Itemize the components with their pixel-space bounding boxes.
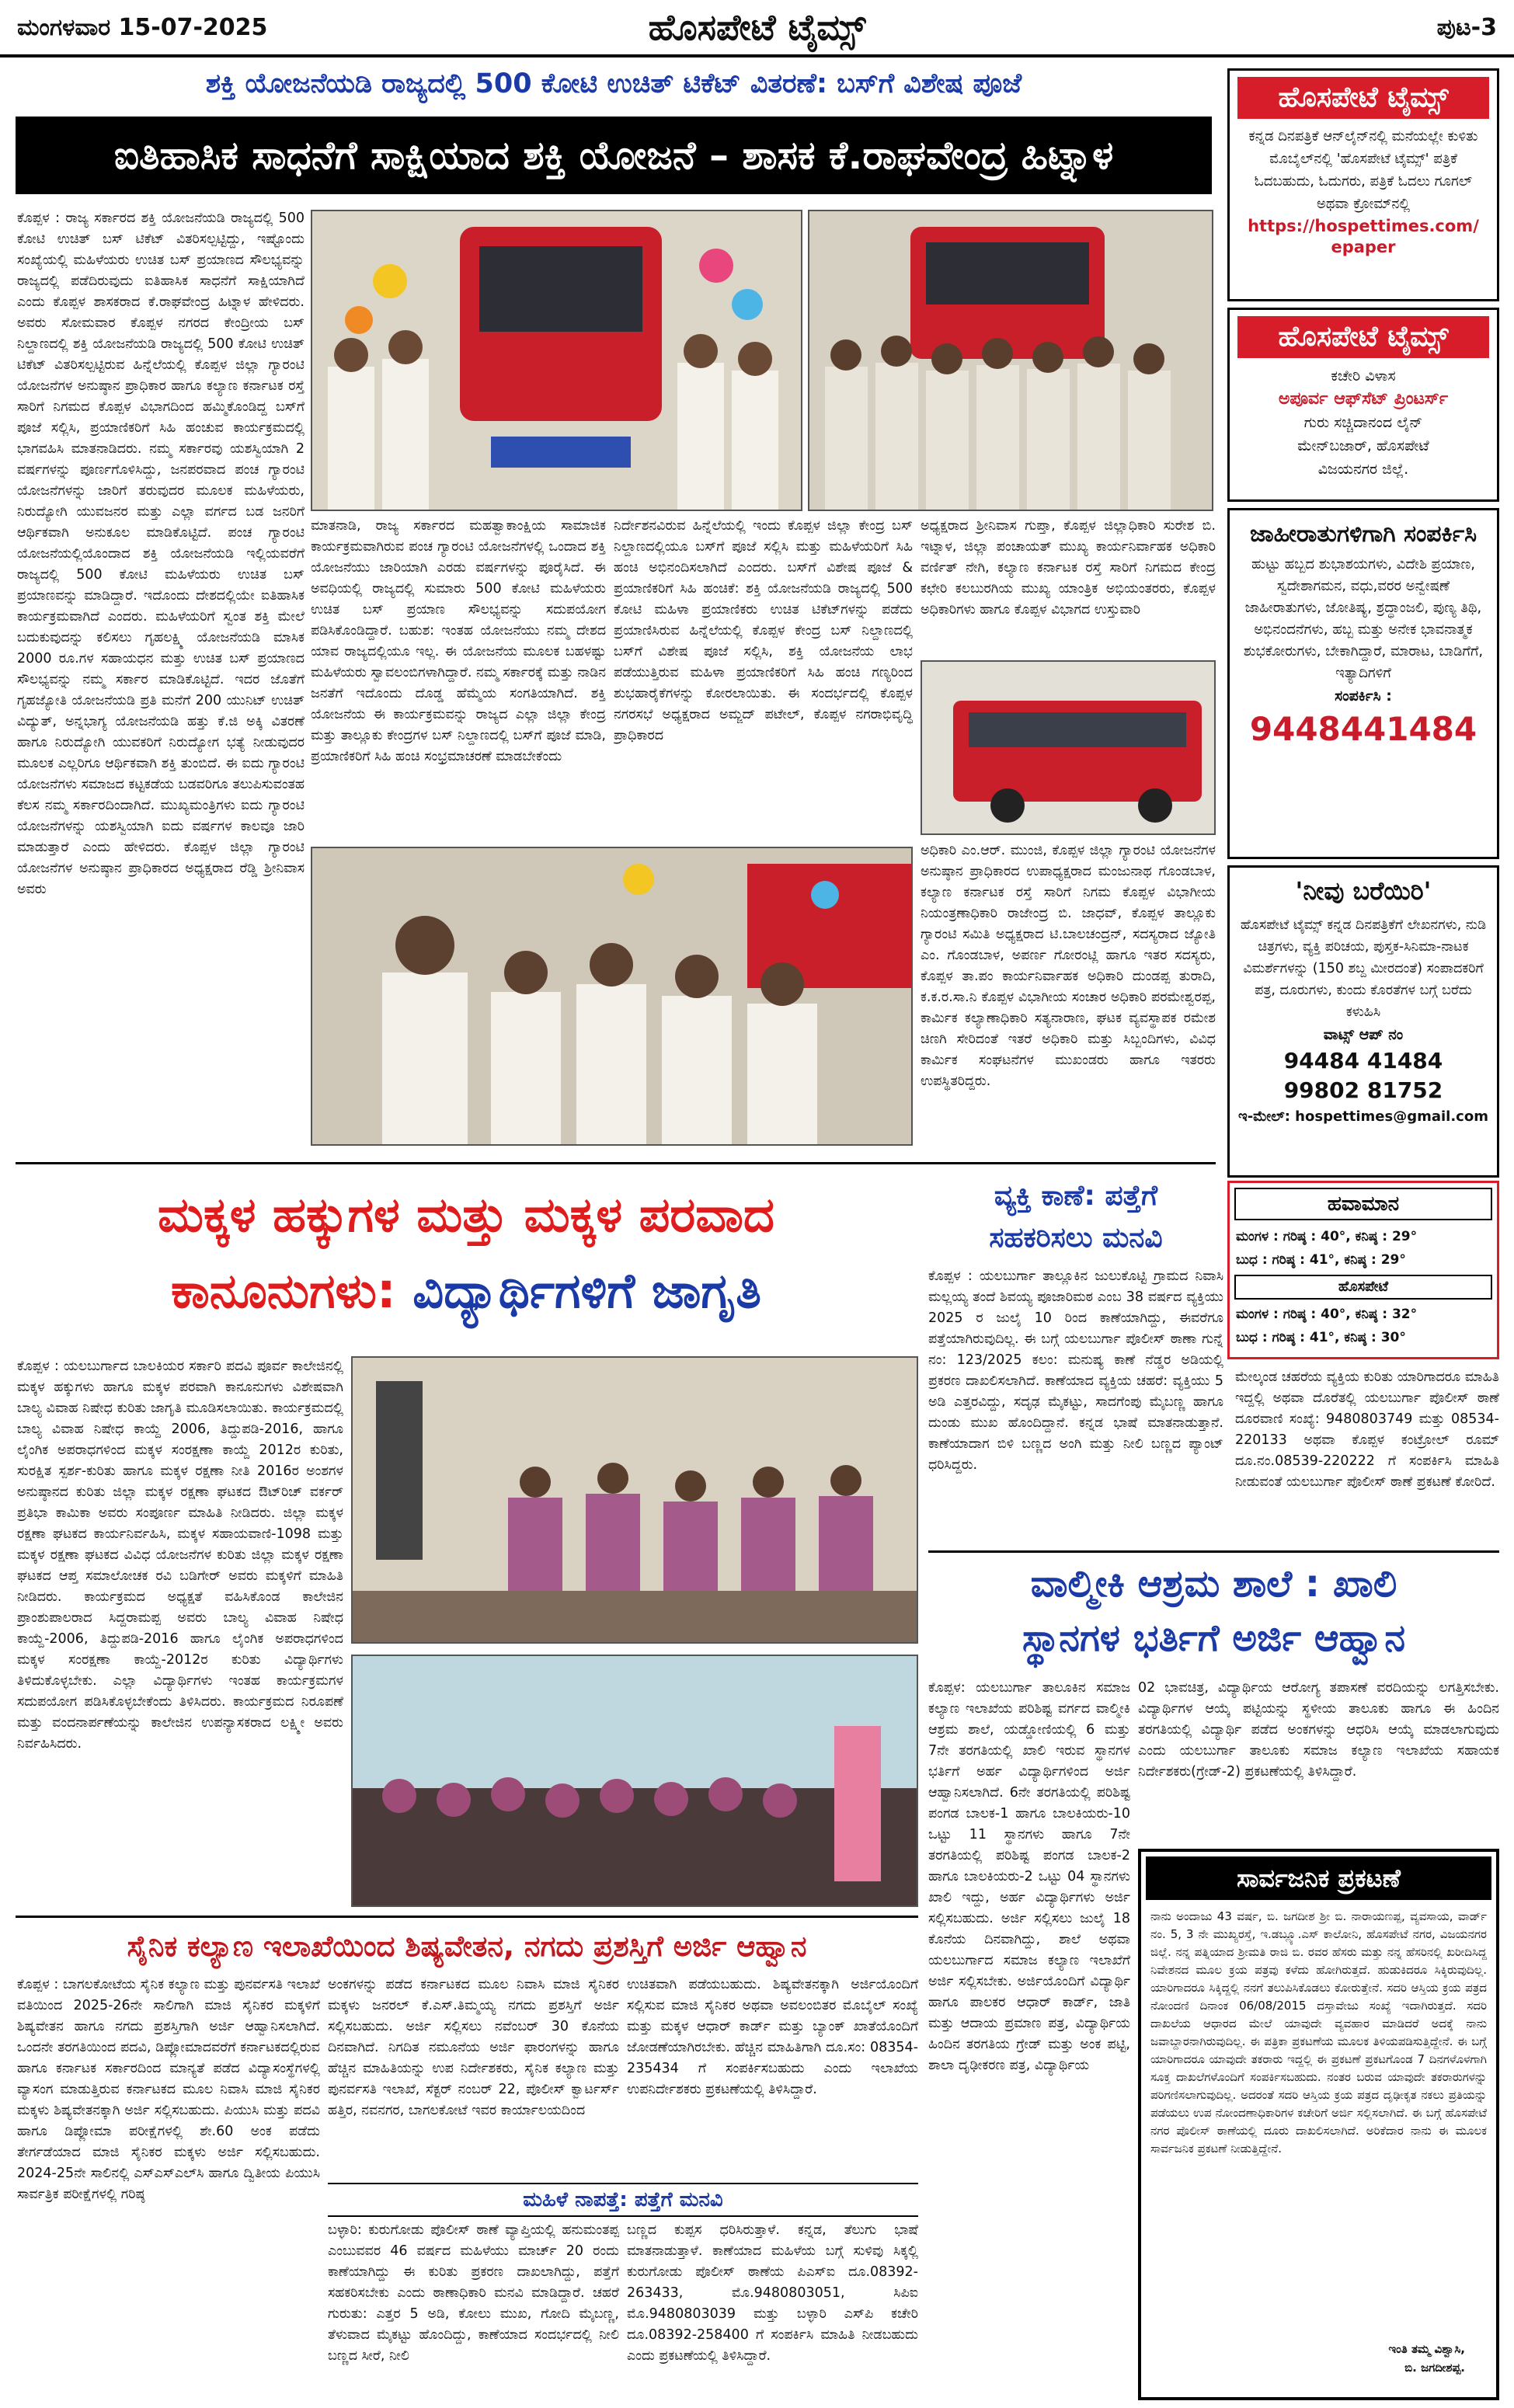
bus-photo-3 bbox=[921, 660, 1216, 835]
lead-headline-text: ಐತಿಹಾಸಿಕ ಸಾಧನೆಗೆ ಸಾಕ್ಷಿಯಾದ ಶಕ್ತಿ ಯೋಜನೆ – ಶಾಸಕ ಕೆ.ರಾಘವೇಂದ್ರ ಹಿಟ್ನಾಳ bbox=[113, 133, 1114, 178]
lead-col-4b: ಅಧಿಕಾರಿ ಎಂ.ಆರ್. ಮುಂಜಿ, ಕೊಪ್ಪಳ ಜಿಲ್ಲಾ ಗ್ಯಾರಂಟಿ ಯೋಜನೆಗಳ ಅನುಷ್ಠಾನ ಪ್ರಾಧಿಕಾರದ ಉಪಾಧ್ಯಕ್ಷರಾದ ಮಂಜುನಾಥ ಗೊಂಡಬಾಳ, ಕಲ್ಯಾಣ ಕರ್ನಾಟಕ ರಸ್ತೆ ಸಾರಿಗೆ ನಿಗಮ ಕೊಪ್ಪಳ ವಿಭಾಗೀಯ ನಿಯಂತ್ರಣಾಧಿಕಾರಿ ರಾಜೇಂದ್ರ ಬಿ. ಜಾಧವ್, ಕೊಪ್ಪಳ ತಾಲ್ಲೂಕು ಗ್ಯಾರಂಟಿ ಸಮಿತಿ ಅಧ್ಯಕ್ಷರಾದ ಟಿ.ಬಾಲಚಂದ್ರನ್, ಸದಸ್ಯರಾದ ಜ್ಯೋತಿ ಎಂ. ಗೊಂಡಬಾಳ, ಅಪರ್ಣ ಗೋರಂಟ್ಲಿ ಹಾಗೂ ಇತರ ಸದಸ್ಯರು, ಕೊಪ್ಪಳ ತಾ.ಪಂ ಕಾರ್ಯನಿರ್ವಾಹಕ ಅಧಿಕಾರಿ ದುಂಡಪ್ಪ ತುರಾದಿ, ಕ.ಕ.ರ.ಸಾ.ನಿ ಕೊಪ್ಪಳ ವಿಭಾಗೀಯ ಸಂಚಾರ ಅಧಿಕಾರಿ ಪರಮೇಶ್ವರಪ್ಪ, ಕಾರ್ಮಿಕ ಕಲ್ಯಾಣಾಧಿಕಾರಿ ಸತ್ಯನಾರಾಣ, ಘಟಕ ವ್ಯವಸ್ಥಾಪಕ ರಮೇಶ ಚಿಣಗಿ ಸೇರಿದಂತೆ ಇತರೆ ಅಧಿಕಾರಿ ಮತ್ತು ಸಿಬ್ಬಂದಿಗಳು, ವಿವಿಧ ಕಾರ್ಮಿಕ ಸಂಘಟನೆಗಳ ಮುಖಂಡರು ಹಾಗೂ ಇತರರು ಉಪಸ್ಥಿತರಿದ್ದರು. bbox=[921, 843, 1216, 1089]
notice-sign-2: ಬಿ. ಜಗದೀಶಪ್ಪ. bbox=[1404, 2361, 1465, 2375]
missing-headline-2: ಸಹಕರಿಸಲು ಮನವಿ bbox=[989, 1222, 1163, 1254]
sainik-col-1: ಕೊಪ್ಪಳ : ಬಾಗಲಕೋಟೆಯ ಸೈನಿಕ ಕಲ್ಯಾಣ ಮತ್ತು ಪುನರ್ವಸತಿ ಇಲಾಖೆ ವತಿಯಿಂದ 2025-26ನೇ ಸಾಲಿಗಾಗಿ ಮಾಜಿ ಸೈನಿಕರ ಮಕ್ಕಳಿಗೆ ಶಿಷ್ಯವೇತನ ಹಾಗೂ ನಗದು ಪ್ರಶಸ್ತಿಗಾಗಿ ಅರ್ಜಿ ಆಹ್ವಾನಿಸಲಾಗಿದೆ. ಒಂದನೇ ತರಗತಿಯಿಂದ ಪದವಿ, ಡಿಪ್ಲೋಮಾದವರೆಗೆ ಕರ್ನಾಟಕದಲ್ಲಿರುವ ಹಾಗೂ ಕರ್ನಾಟಕ ಸರ್ಕಾರದಿಂದ ಮಾನ್ಯತೆ ಪಡೆದ ವಿದ್ಯಾಸಂಸ್ಥೆಗಳಲ್ಲಿ ವ್ಯಾಸಂಗ ಮಾಡುತ್ತಿರುವ ಕರ್ನಾಟಕದ ಮೂಲ ನಿವಾಸಿ ಮಾಜಿ ಸೈನಿಕರ ಮಕ್ಕಳು ಶಿಷ್ಯವೇತನಕ್ಕಾಗಿ ಅರ್ಜಿ ಸಲ್ಲಿಸಬಹುದು. ಪಿಯುಸಿ ಮತ್ತು ಪದವಿ ಹಾಗೂ ಡಿಪ್ಲೋಮಾ ಪರೀಕ್ಷೆಗಳಲ್ಲಿ ಶೇ.60 ಅಂಕ ಪಡೆದು ತೇರ್ಗಡೆಯಾದ ಮಾಜಿ ಸೈನಿಕರ ಮಕ್ಕಳು ಅರ್ಜಿ ಸಲ್ಲಿಸಬಹುದು. 2024-25ನೇ ಸಾಲಿನಲ್ಲಿ ಎಸ್‌ಎಸ್‌ಎಲ್‌ಸಿ ಹಾಗೂ ದ್ವಿತೀಯ ಪಿಯುಸಿ ಸಾರ್ವತ್ರಿಕ ಪರೀಕ್ಷೆಗಳಲ್ಲಿ ಗರಿಷ್ಠ bbox=[17, 1977, 320, 2202]
office-line-5: ವಿಜಯನಗರ ಜಿಲ್ಲೆ. bbox=[1317, 461, 1409, 478]
epaper-link[interactable]: https://hospettimes.com/ bbox=[1248, 217, 1479, 235]
bus-pooja-photo-1 bbox=[311, 210, 802, 511]
missing-headline-1: ವ್ಯಕ್ತಿ ಕಾಣೆ: ಪತ್ತೆಗೆ bbox=[994, 1180, 1158, 1212]
sainik-col-2: ಅಂಕಗಳನ್ನು ಪಡೆದ ಕರ್ನಾಟಕದ ಮೂಲ ನಿವಾಸಿ ಮಾಜಿ ಸೈನಿಕರ ಮಕ್ಕಳು ಜನರಲ್ ಕೆ.ಎಸ್.ತಿಮ್ಮಯ್ಯ ನಗದು ಪ್ರಶಸ್ತಿಗೆ ಅರ್ಜಿ ಸಲ್ಲಿಸಬಹುದು. ಅರ್ಜಿ ಸಲ್ಲಿಸಲು ನವೆಂಬರ್ 30 ಕೊನೆಯ ದಿನವಾಗಿದೆ. ನಿಗದಿತ ನಮೂನೆಯ ಅರ್ಜಿ ಫಾರಂಗಳನ್ನು ಹಾಗೂ ಹೆಚ್ಚಿನ ಮಾಹಿತಿಯನ್ನು ಉಪ ನಿರ್ದೇಶಕರು, ಸೈನಿಕ ಕಲ್ಯಾಣ ಮತ್ತು ಪುನರ್ವಸತಿ ಇಲಾಖೆ, ಸೆಕ್ಟರ್ ನಂಬರ್ 22, ಪೊಲೀಸ್ ಕ್ವಾರ್ಟರ್ಸ್ ಹತ್ತಿರ, ನವನಗರ, ಬಾಗಲಕೋಟೆ ಇವರ ಕಾರ್ಯಾಲಯದಿಂದ bbox=[328, 1977, 619, 2118]
bus-side-illustration bbox=[922, 662, 1216, 835]
valmiki-divider bbox=[928, 1550, 1499, 1553]
sainik-divider bbox=[16, 1916, 918, 1918]
weather-row-1: ಮಂಗಳ : ಗರಿಷ್ಠ : 40°, ಕನಿಷ್ಠ : 29° bbox=[1236, 1229, 1418, 1244]
weather-row-2: ಬುಧ : ಗರಿಷ್ಠ : 41°, ಕನಿಷ್ಠ : 29° bbox=[1236, 1252, 1406, 1268]
ad-3-phone: 9448441484 bbox=[1249, 710, 1477, 748]
sainik-headline: ಸೈನಿಕ ಕಲ್ಯಾಣ ಇಲಾಖೆಯಿಂದ ಶಿಷ್ಯವೇತನ, ನಗದು ಪ್ರಶಸ್ತಿಗೆ ಅರ್ಜಿ ಆಹ್ವಾನ bbox=[127, 1930, 807, 1963]
ad-4-text: ಹೊಸಪೇಟೆ ಟೈಮ್ಸ್ ಕನ್ನಡ ದಿನಪತ್ರಿಕೆಗೆ ಲೇಖನಗಳು, ನುಡಿ ಚಿತ್ರಗಳು, ವ್ಯಕ್ತಿ ಪರಿಚಯ, ಪುಸ್ತಕ-ಸಿನಿಮಾ-ನಾಟಕ ವಿಮರ್ಶೆಗಳನ್ನು (150 ಶಬ್ದ ಮೀರದಂತೆ) ಸಂಪಾದಕರಿಗೆ ಪತ್ರ, ದೂರುಗಳು, ಕುಂದು ಕೊರತೆಗಳ ಬಗ್ಗೆ ಬರೆದು ಕಳುಹಿಸಿ bbox=[1240, 917, 1487, 1020]
office-label: ಕಚೇರಿ ವಿಳಾಸ bbox=[1331, 367, 1396, 385]
page-header bbox=[0, 0, 1514, 57]
sainik-col-3: ಉಚಿತವಾಗಿ ಪಡೆಯಬಹುದು. ಶಿಷ್ಯವೇತನಕ್ಕಾಗಿ ಅರ್ಜಿಯೊಂದಿಗೆ ಸಲ್ಲಿಸುವ ಮಾಜಿ ಸೈನಿಕರ ಅಥವಾ ಅವಲಂಬಿತರ ಮೊಬೈಲ್ ಸಂಖ್ಯೆ ಮತ್ತು ಮಕ್ಕಳ ಆಧಾರ್ ಕಾರ್ಡ್ ಮತ್ತು ಬ್ಯಾಂಕ್ ಖಾತೆಯೊಂದಿಗೆ ಜೋಡಣೆಯಾಗಿರಬೇಕು. ಹೆಚ್ಚಿನ ಮಾಹಿತಿಗಾಗಿ ದೂ.ಸಂ: 08354-235434 ಗೆ ಸಂಪರ್ಕಿಸಬಹುದು ಎಂದು ಇಲಾಖೆಯ ಉಪನಿರ್ದೇಶಕರು ಪ್ರಕಟಣೆಯಲ್ಲಿ ತಿಳಿಸಿದ್ದಾರೆ. bbox=[627, 1977, 918, 2097]
mla-speech-photo bbox=[311, 847, 913, 1146]
group-photo-illustration bbox=[809, 211, 1213, 511]
lead-col-4: ಅಧ್ಯಕ್ಷರಾದ ಶ್ರೀನಿವಾಸ ಗುಪ್ತಾ, ಕೊಪ್ಪಳ ಜಿಲ್ಲಾಧಿಕಾರಿ ಸುರೇಶ ಬಿ. ಇಟ್ನಾಳ, ಜಿಲ್ಲಾ ಪಂಚಾಯತ್ ಮುಖ್ಯ ಕಾರ್ಯನಿರ್ವಾಹಕ ಅಧಿಕಾರಿ ವರ್ಣಿತ್ ನೇಗಿ, ಕಲ್ಯಾಣ ಕರ್ನಾಟಕ ರಸ್ತೆ ಸಾರಿಗೆ ನಿಗಮದ ಕೇಂದ್ರ ಕಛೇರಿ ಕಲಬುರಗಿಯ ಮುಖ್ಯ ಯಾಂತ್ರಿಕ ಅಭಿಯಂತರರು, ಕೊಪ್ಪಳ ಅಧಿಕಾರಿಗಳು ಹಾಗೂ ಕೊಪ್ಪಳ ವಿಭಾಗದ ಉಸ್ತುವಾರಿ bbox=[921, 518, 1216, 618]
ad-3-contact: ಸಂಪರ್ಕಿಸಿ : bbox=[1335, 687, 1392, 705]
valmiki-headline-1: ವಾಲ್ಮೀಕಿ ಆಶ್ರಮ ಶಾಲೆ : ಖಾಲಿ bbox=[1030, 1562, 1397, 1606]
weather-title: ಹವಾಮಾನ bbox=[1234, 1188, 1492, 1220]
weather-subtitle: ಹೊಸಪೇಟೆ bbox=[1234, 1275, 1492, 1300]
mahile-col-1: ಬಳ್ಳಾರಿ: ಕುರುಗೋಡು ಪೊಲೀಸ್ ಠಾಣೆ ವ್ಯಾಪ್ತಿಯಲ್ಲಿ ಹನುಮಂತಪ್ಪ ಎಂಬುವವರ 46 ವರ್ಷದ ಮಹಿಳೆಯು ಮಾರ್ಚ್ 20 ರಂದು ಕಾಣೆಯಾಗಿದ್ದು ಈ ಕುರಿತು ಪ್ರಕರಣ ದಾಖಲಾಗಿದ್ದು, ಪತ್ತೆಗೆ ಸಹಕರಿಸಬೇಕು ಎಂದು ಠಾಣಾಧಿಕಾರಿ ಮನವಿ ಮಾಡಿದ್ದಾರೆ. ಚಹರೆ ಗುರುತು: ಎತ್ತರ 5 ಅಡಿ, ಕೋಲು ಮುಖ, ಗೋದಿ ಮೈಬಣ್ಣ, ತೆಳುವಾದ ಮೈಕಟ್ಟು ಹೊಂದಿದ್ದು, ಕಾಣೆಯಾದ ಸಂದರ್ಭದಲ್ಲಿ ನೀಲಿ ಬಣ್ಣದ ಸೀರೆ, ನೀಲಿ bbox=[328, 2222, 619, 2364]
epaper-link-path[interactable]: epaper bbox=[1331, 238, 1396, 256]
page-number: ಪುಟ-3 bbox=[1436, 14, 1497, 41]
missing-body-2: ಮೇಲ್ಕಂಡ ಚಹರೆಯ ವ್ಯಕ್ತಿಯ ಕುರಿತು ಯಾರಿಗಾದರೂ ಮಾಹಿತಿ ಇದ್ದಲ್ಲಿ ಅಥವಾ ದೊರೆತಲ್ಲಿ ಯಲಬುರ್ಗಾ ಪೊಲೀಸ್ ಠಾಣೆ ದೂರವಾಣಿ ಸಂಖ್ಯೆ: 9480803749 ಮತ್ತು 08534-220133 ಅಥವಾ ಕೊಪ್ಪಳ ಕಂಟ್ರೋಲ್ ರೂಮ್ ದೂ.ನಂ.08539-220222 ಗೆ ಸಂಪರ್ಕಿಸಿ ಮಾಹಿತಿ ನೀಡುವಂತೆ ಯಲಬುರ್ಗಾ ಪೊಲೀಸ್ ಠಾಣೆ ಪ್ರಕಟಣೆ ಕೋರಿದೆ. bbox=[1235, 1369, 1499, 1490]
children-headline-2 bbox=[16, 1257, 917, 1325]
speech-illustration bbox=[312, 848, 913, 1146]
whatsapp-phone-1: 94484 41484 bbox=[1283, 1048, 1443, 1074]
weather-row-3: ಮಂಗಳ : ಗರಿಷ್ಠ : 40°, ಕನಿಷ್ಠ : 32° bbox=[1236, 1307, 1418, 1322]
children-headline-1: ಮಕ್ಕಳ ಹಕ್ಕುಗಳ ಮತ್ತು ಮಕ್ಕಳ ಪರವಾದ bbox=[158, 1186, 774, 1243]
public-notice bbox=[1138, 1849, 1499, 2400]
whatsapp-phone-2: 99802 81752 bbox=[1283, 1077, 1443, 1103]
ad-you-write bbox=[1227, 865, 1499, 1178]
lead-kicker: ಶಕ್ತಿ ಯೋಜನೆಯಡಿ ರಾಜ್ಯದಲ್ಲಿ 500 ಕೋಟಿ ಉಚಿತ್ ಟಿಕೆಟ್ ವಿತರಣೆ: ಬಸ್‌ಗೆ ವಿಶೇಷ ಪೂಜೆ bbox=[205, 68, 1022, 99]
whatsapp-label: ವಾಟ್ಸ್ ಆಪ್ ನಂ bbox=[1323, 1026, 1404, 1043]
classroom-illustration-1 bbox=[353, 1358, 918, 1644]
lead-headline bbox=[16, 117, 1212, 194]
children-headline-2b: ವಿದ್ಯಾರ್ಥಿಗಳಿಗೆ ಜಾಗೃತಿ bbox=[412, 1262, 762, 1319]
classroom-illustration-2 bbox=[353, 1656, 918, 1907]
valmiki-col-1: ಕೊಪ್ಪಳ: ಯಲಬುರ್ಗಾ ತಾಲೂಕಿನ ಸಮಾಜ ಕಲ್ಯಾಣ ಇಲಾಖೆಯ ಪರಿಶಿಷ್ಟ ವರ್ಗದ ವಾಲ್ಮೀಕಿ ಆಶ್ರಮ ಶಾಲೆ, ಯಡ್ಡೋಣಿಯಲ್ಲಿ 6 ಮತ್ತು 7ನೇ ತರಗತಿಯಲ್ಲಿ ಖಾಲಿ ಇರುವ ಸ್ಥಾನಗಳ ಭರ್ತಿಗೆ ಅರ್ಹ ವಿದ್ಯಾರ್ಥಿಗಳಿಂದ ಅರ್ಜಿ ಆಹ್ವಾನಿಸಲಾಗಿದೆ. 6ನೇ ತರಗತಿಯಲ್ಲಿ ಪರಿಶಿಷ್ಟ ಪಂಗಡ ಬಾಲಕ-1 ಹಾಗೂ ಬಾಲಕಿಯರು-10 ಒಟ್ಟು 11 ಸ್ಥಾನಗಳು ಹಾಗೂ 7ನೇ ತರಗತಿಯಲ್ಲಿ ಪರಿಶಿಷ್ಟ ಪಂಗಡ ಬಾಲಕ-2 ಹಾಗೂ ಬಾಲಕಿಯರು-2 ಒಟ್ಟು 04 ಸ್ಥಾನಗಳು ಖಾಲಿ ಇದ್ದು, ಅರ್ಹ ವಿದ್ಯಾರ್ಥಿಗಳು ಅರ್ಜಿ ಸಲ್ಲಿಸಬಹುದು. ಅರ್ಜಿ ಸಲ್ಲಿಸಲು ಜುಲೈ 18 ಕೊನೆಯ ದಿನವಾಗಿದ್ದು, ಶಾಲೆ ಅಥವಾ ಯಲಬುರ್ಗಾದ ಸಮಾಜ ಕಲ್ಯಾಣ ಇಲಾಖೆಗೆ ಅರ್ಜಿ ಸಲ್ಲಿಸಬೇಕು. ಅರ್ಜಿಯೊಂದಿಗೆ ವಿದ್ಯಾರ್ಥಿ ಹಾಗೂ ಪಾಲಕರ ಆಧಾರ್ ಕಾರ್ಡ್, ಜಾತಿ ಮತ್ತು ಆದಾಯ ಪ್ರಮಾಣ ಪತ್ರ, ವಿದ್ಯಾರ್ಥಿಯ ಹಿಂದಿನ ತರಗತಿಯ ಗ್ರೇಡ್ ಮತ್ತು ಅಂಕ ಪಟ್ಟಿ, ಶಾಲಾ ದೃಢೀಕರಣ ಪತ್ರ, ವಿದ್ಯಾರ್ಥಿಯ bbox=[928, 1680, 1130, 2073]
notice-title: ಸಾರ್ವಜನಿಕ ಪ್ರಕಟಣೆ bbox=[1146, 1856, 1491, 1900]
ad-2-title: ಹೊಸಪೇಟೆ ಟೈಮ್ಸ್ bbox=[1237, 316, 1489, 358]
valmiki-headline-2: ಸ್ಥಾನಗಳ ಭರ್ತಿಗೆ ಅರ್ಜಿ ಆಹ್ವಾನ bbox=[1022, 1616, 1406, 1660]
ad-hospet-times-online bbox=[1227, 68, 1499, 301]
ad-contact-for-ads bbox=[1227, 508, 1499, 859]
missing-body: ಕೊಪ್ಪಳ : ಯಲಬುರ್ಗಾ ತಾಲ್ಲೂಕಿನ ಜುಲುಕೊಟ್ಟಿ ಗ್ರಾಮದ ನಿವಾಸಿ ಮಲ್ಲಯ್ಯ ತಂದೆ ಶಿವಯ್ಯ ಪೂಜಾರಿಮಠ ಎಂಬ 38 ವರ್ಷದ ವ್ಯಕ್ತಿಯು 2025 ರ ಜುಲೈ 10 ರಿಂದ ಕಾಣೆಯಾಗಿದ್ದು, ಈವರೆಗೂ ಪತ್ತೆಯಾಗಿರುವುದಿಲ್ಲ. ಈ ಬಗ್ಗೆ ಯಲಬುರ್ಗಾ ಪೊಲೀಸ್ ಠಾಣಾ ಗುನ್ನೆ ನಂ: 123/2025 ಕಲಂ: ಮನುಷ್ಯ ಕಾಣೆ ನೆಡ್ಡರ ಅಡಿಯಲ್ಲಿ ಪ್ರಕರಣ ದಾಖಲಿಸಲಾಗಿದೆ. ಕಾಣೆಯಾದ ವ್ಯಕ್ತಿಯ ಚಹರೆ: ವ್ಯಕ್ತಿಯು 5 ಅಡಿ ಎತ್ತರವಿದ್ದು, ಸದೃಢ ಮೈಕಟ್ಟು, ಸಾದಗೆಂಪು ಮೈಬಣ್ಣ ಹಾಗೂ ದುಂಡು ಮುಖ ಹೊಂದಿದ್ದಾನೆ. ಕನ್ನಡ ಭಾಷೆ ಮಾತನಾಡುತ್ತಾನೆ. ಕಾಣೆಯಾದಾಗ ಬಿಳಿ ಬಣ್ಣದ ಅಂಗಿ ಮತ್ತು ನೀಲಿ ಬಣ್ಣದ ಪ್ಯಾಂಟ್ ಧರಿಸಿದ್ದರು. bbox=[928, 1268, 1223, 1473]
children-body: ಕೊಪ್ಪಳ : ಯಲಬುರ್ಗಾದ ಬಾಲಕಿಯರ ಸರ್ಕಾರಿ ಪದವಿ ಪೂರ್ವ ಕಾಲೇಜಿನಲ್ಲಿ ಮಕ್ಕಳ ಹಕ್ಕುಗಳು ಹಾಗೂ ಮಕ್ಕಳ ಪರವಾಗಿ ಕಾನೂನುಗಳು ವಿಶೇಷವಾಗಿ ಬಾಲ್ಯ ವಿವಾಹ ನಿಷೇಧ ಕುರಿತು ಜಾಗೃತಿ ಮೂಡಿಸಲಾಯಿತು. ಕಾರ್ಯಕ್ರಮದಲ್ಲಿ ಬಾಲ್ಯ ವಿವಾಹ ನಿಷೇಧ ಕಾಯ್ದೆ 2006, ತಿದ್ದುಪಡಿ-2016, ಹಾಗೂ ಲೈಂಗಿಕ ಅಪರಾಧಗಳಿಂದ ಮಕ್ಕಳ ಸಂರಕ್ಷಣಾ ಕಾಯ್ದೆ 2012ರ ಕುರಿತು, ಸುರಕ್ಷಿತ ಸ್ಪರ್ಶ-ಕುರಿತು ಹಾಗೂ ಮಕ್ಕಳ ರಕ್ಷಣಾ ನೀತಿ 2016ರ ಅಂಶಗಳ ಅನುಷ್ಠಾನದ ಕುರಿತು ಜಿಲ್ಲಾ ಮಕ್ಕಳ ರಕ್ಷಣಾ ಘಟಕದ ಔಟ್‌ರಿಚ್ ವರ್ಕರ್ ಪ್ರತಿಭಾ ಕಾಮಿಕಾ ಅವರು ಸಂಪೂರ್ಣ ಮಾಹಿತಿ ನೀಡಿದರು. ಜಿಲ್ಲಾ ಮಕ್ಕಳ ರಕ್ಷಣಾ ಘಟಕದ ಕಾರ್ಯನಿರ್ವಹಿಸಿ, ಮಕ್ಕಳ ಸಹಾಯವಾಣಿ-1098 ಮತ್ತು ಮಕ್ಕಳ ರಕ್ಷಣಾ ಘಟಕದ ವಿವಿಧ ಯೋಜನೆಗಳ ಕುರಿತು ಜಿಲ್ಲಾ ಮಕ್ಕಳ ರಕ್ಷಣಾ ಘಟಕದ ಆಪ್ತ ಸಮಾಲೋಚಕ ರವಿ ಬಡಿಗೇರ್ ಅವರು ಮಕ್ಕಳಿಗೆ ಮಾಹಿತಿ ನೀಡಿದರು. ಕಾರ್ಯಕ್ರಮದ ಅಧ್ಯಕ್ಷತೆ ವಹಿಸಿಕೊಂಡ ಕಾಲೇಜಿನ ಪ್ರಾಂಶುಪಾಲರಾದ ಸಿದ್ದರಾಮಪ್ಪ ಅವರು ಬಾಲ್ಯ ವಿವಾಹ ನಿಷೇಧ ಕಾಯ್ದೆ-2006, ತಿದ್ದುಪಡಿ-2016 ಹಾಗೂ ಲೈಂಗಿಕ ಅಪರಾಧಗಳಿಂದ ಮಕ್ಕಳ ಸಂರಕ್ಷಣಾ ಕಾಯ್ದೆ-2012ರ ಕುರಿತು ವಿದ್ಯಾರ್ಥಿಗಳು ತಿಳಿದುಕೊಳ್ಳಬೇಕು. ಎಲ್ಲಾ ವಿದ್ಯಾರ್ಥಿಗಳು ಇಂತಹ ಕಾರ್ಯಕ್ರಮಗಳ ಸದುಪಯೋಗ ಪಡಿಸಿಕೊಳ್ಳಬೇಕೆಂದು ತಿಳಿಸಿದರು. ಕಾರ್ಯಕ್ರಮದ ನಿರೂಪಣೆ ಮತ್ತು ವಂದನಾರ್ಪಣೆಯನ್ನು ಕಾಲೇಜಿನ ಉಪನ್ಯಾಸಕರಾದ ಲಕ್ಷ್ಮೀ ಅವರು ನಿರ್ವಹಿಸಿದರು. bbox=[17, 1359, 343, 1752]
issue-date: ಮಂಗಳವಾರ 15-07-2025 bbox=[17, 14, 268, 41]
weather-box bbox=[1227, 1181, 1499, 1359]
ad-1-title: ಹೊಸಪೇಟೆ ಟೈಮ್ಸ್ bbox=[1237, 77, 1489, 119]
bus-photo-illustration bbox=[312, 211, 802, 511]
ad-4-title: 'ನೀವು ಬರೆಯಿರಿ' bbox=[1295, 876, 1432, 906]
mahile-col-2: ಬಣ್ಣದ ಕುಪ್ಪಸ ಧರಿಸಿರುತ್ತಾಳೆ. ಕನ್ನಡ, ತೆಲುಗು ಭಾಷೆ ಮಾತನಾಡುತ್ತಾಳೆ. ಕಾಣೆಯಾದ ಮಹಿಳೆಯ ಬಗ್ಗೆ ಸುಳಿವು ಸಿಕ್ಕಲ್ಲಿ ಕುರುಗೋಡು ಪೊಲೀಸ್ ಠಾಣೆಯ ಪಿಎಸ್‌ಐ ದೂ.08392-263433, ಮೊ.9480803051, ಸಿಪಿಐ ಮೊ.9480803039 ಮತ್ತು ಬಳ್ಳಾರಿ ಎಸ್‌ಪಿ ಕಚೇರಿ ದೂ.08392-258400 ಗೆ ಸಂಪರ್ಕಿಸಿ ಮಾಹಿತಿ ನೀಡಬಹುದು ಎಂದು ಪ್ರಕಟಣೆಯಲ್ಲಿ ತಿಳಿಸಿದ್ದಾರೆ. bbox=[627, 2222, 918, 2364]
weather-row-4: ಬುಧ : ಗರಿಷ್ಠ : 41°, ಕನಿಷ್ಠ : 30° bbox=[1236, 1330, 1406, 1345]
children-photo-1 bbox=[351, 1356, 918, 1644]
valmiki-col-2: 02 ಭಾವಚಿತ್ರ, ವಿದ್ಯಾರ್ಥಿಯ ಆರೋಗ್ಯ ತಪಾಸಣೆ ವರದಿಯನ್ನು ಲಗತ್ತಿಸಬೇಕು. ವಿದ್ಯಾರ್ಥಿಗಳ ಆಯ್ಕೆ ಪಟ್ಟಿಯನ್ನು ಸ್ಥಳೀಯ ತಾಲೂಕು ಹಾಗೂ ಈ ಹಿಂದಿನ ತರಗತಿಯಲ್ಲಿ ವಿದ್ಯಾರ್ಥಿ ಪಡೆದ ಅಂಕಗಳನ್ನು ಆಧರಿಸಿ ಆಯ್ಕೆ ಮಾಡಲಾಗುವುದು ಎಂದು ಯಲಬುರ್ಗಾ ತಾಲೂಕು ಸಮಾಜ ಕಲ್ಯಾಣ ಇಲಾಖೆಯ ಸಹಾಯಕ ನಿರ್ದೇಶಕರು(ಗ್ರೇಡ್-2) ಪ್ರಕಟಣೆಯಲ್ಲಿ ತಿಳಿಸಿದ್ದಾರೆ. bbox=[1138, 1680, 1499, 1780]
section-divider bbox=[16, 1162, 1216, 1164]
contact-email[interactable]: ಇ-ಮೇಲ್: hospettimes@gmail.com bbox=[1238, 1108, 1488, 1125]
notice-sign-1: ಇಂತಿ ತಮ್ಮ ವಿಶ್ವಾಸಿ, bbox=[1388, 2342, 1465, 2356]
ad-3-text: ಹುಟ್ಟು ಹಬ್ಬದ ಶುಭಾಶಯಗಳು, ವಿದೇಶಿ ಪ್ರಯಾಣ, ಸ್ವದೇಶಾಗಮನ, ವಧು,ವರರ ಅನ್ವೇಷಣೆ ಜಾಹೀರಾತುಗಳು, ಜೋತಿಷ್ಯ, ಶ್ರದ್ಧಾಂಜಲಿ, ಪುಣ್ಯ ತಿಥಿ, ಅಭಿನಂದನೆಗಳು, ಹಬ್ಬ ಮತ್ತು ಅನೇಕ ಭಾವನಾತ್ಮಕ ಶುಭಕೋರುಗಳು, ಬೇಕಾಗಿದ್ದಾರೆ, ಮಾರಾಟ, ಬಾಡಿಗೆಗೆ, ಇತ್ಯಾದಿಗಳಿಗೆ bbox=[1243, 556, 1484, 681]
office-line-4: ಮೇನ್‌ಬಜಾರ್, ಹೊಸಪೇಟೆ bbox=[1297, 437, 1429, 454]
office-printer: ಅಪೂರ್ವ ಆಫ್‌ಸೆಟ್ ಪ್ರಿಂಟರ್ಸ್ bbox=[1278, 389, 1449, 409]
bus-pooja-photo-2 bbox=[808, 210, 1213, 511]
children-headline-2a: ಕಾನೂನುಗಳು: bbox=[170, 1262, 396, 1319]
lead-col-1: ಕೊಪ್ಪಳ : ರಾಜ್ಯ ಸರ್ಕಾರದ ಶಕ್ತಿ ಯೋಜನೆಯಡಿ ರಾಜ್ಯದಲ್ಲಿ 500 ಕೋಟಿ ಉಚಿತ್ ಬಸ್ ಟಿಕೆಟ್ ವಿತರಿಸಲ್ಪಟ್ಟಿದ್ದು, ಇಷ್ಟೊಂದು ಸಂಖ್ಯೆಯಲ್ಲಿ ಮಹಿಳೆಯರು ಉಚಿತ ಬಸ್ ಪ್ರಯಾಣದ ಸೌಲಭ್ಯವನ್ನು ರಾಜ್ಯದಲ್ಲಿ ಪಡೆದಿರುವುದು ಐತಿಹಾಸಿಕ ಸಾಧನೆಗೆ ಸಾಕ್ಷಿಯಾಗಿದೆ ಎಂದು ಕೊಪ್ಪಳ ಶಾಸಕರಾದ ಕೆ.ರಾಘವೇಂದ್ರ ಹಿಟ್ನಾಳ ಹೇಳಿದರು. ಅವರು ಸೋಮವಾರ ಕೊಪ್ಪಳ ನಗರದ ಕೇಂದ್ರೀಯ ಬಸ್ ನಿಲ್ದಾಣದಲ್ಲಿ ಶಕ್ತಿ ಯೋಜನೆಯಡಿ ರಾಜ್ಯದಲ್ಲಿ 500 ಕೋಟಿ ಉಚಿತ್ ಟಿಕೆಟ್ ವಿತರಿಸಲ್ಪಟ್ಟಿರುವ ಹಿನ್ನೆಲೆಯಲ್ಲಿ ಕೊಪ್ಪಳ ಜಿಲ್ಲಾ ಗ್ಯಾರಂಟಿ ಯೋಜನೆಗಳ ಅನುಷ್ಠಾನ ಪ್ರಾಧಿಕಾರ ಹಾಗೂ ಕಲ್ಯಾಣ ಕರ್ನಾಟಕ ರಸ್ತೆ ಸಾರಿಗೆ ನಿಗಮದ ಕೊಪ್ಪಳ ವಿಭಾಗದಿಂದ ಹಮ್ಮಿಕೊಂಡಿದ್ದ ಬಸ್‌ಗೆ ಪೂಜೆ ಸಲ್ಲಿಸಿ, ಪ್ರಯಾಣಿಕರಿಗೆ ಸಿಹಿ ಹಂಚುವ ಕಾರ್ಯಕ್ರಮದಲ್ಲಿ ಭಾಗವಹಿಸಿ ಮಾತನಾಡಿದರು. ನಮ್ಮ ಸರ್ಕಾರವು ಯಶಸ್ವಿಯಾಗಿ 2 ವರ್ಷಗಳನ್ನು ಪೂರ್ಣಗೊಳಿಸಿದ್ದು, ಜನಪರವಾದ ಪಂಚ ಗ್ಯಾರಂಟಿ ಯೋಜನೆಗಳನ್ನು ಜಾರಿಗೆ ತರುವುದರ ಮೂಲಕ ಮಹಿಳೆಯರು, ನಿರುದ್ಯೋಗಿ ಯುವಜನರ ಮತ್ತು ಎಲ್ಲಾ ವರ್ಗದ ಬಡ ಜನರಿಗೆ ಆರ್ಥಿಕವಾಗಿ ಅನುಕೂಲ ಮಾಡಿಕೊಟ್ಟಿದೆ. ಪಂಚ ಗ್ಯಾರಂಟಿ ಯೋಜನೆಯಲ್ಲಿಯೊಂದಾದ ಶಕ್ತಿ ಯೋಜನೆಯಡಿ ಇಲ್ಲಿಯವರೆಗೆ ರಾಜ್ಯದಲ್ಲಿ 500 ಕೋಟಿ ಮಹಿಳೆಯರು ಉಚಿತ ಬಸ್ ಪ್ರಯಾಣವನ್ನು ಮಾಡಿದ್ದಾರೆ. ಇದೊಂದು ದೇಶದಲ್ಲಿಯೇ ಐತಿಹಾಸಿಕ ಕಾರ್ಯಕ್ರಮವಾಗಿದೆ ಎಂದರು. ಮಹಿಳೆಯರಿಗೆ ಸ್ವಂತ ಶಕ್ತಿ ಮೇಲೆ ಬದುಕುವುದನ್ನು ಕಲಿಸಲು ಗೃಹಲಕ್ಷ್ಮಿ ಯೋಜನೆಯಡಿ ಮಾಸಿಕ 2000 ರೂ.ಗಳ ಸಹಾಯಧನ ಮತ್ತು ಉಚಿತ ಬಸ್ ಪ್ರಯಾಣದ ಸೌಲಭ್ಯವನ್ನು ನಮ್ಮ ಸರ್ಕಾರ ಮಾಡಿಕೊಟ್ಟಿದೆ. ಇದರ ಜೊತೆಗೆ ಗೃಹಜ್ಯೋತಿ ಯೋಜನೆಯಡಿ ಪ್ರತಿ ಮನೆಗೆ 200 ಯುನಿಟ್ ಉಚಿತ್ ವಿದ್ಯುತ್, ಅನ್ನಭಾಗ್ಯ ಯೋಜನೆಯಡಿ ಹತ್ತು ಕೆ.ಜಿ ಅಕ್ಕಿ ವಿತರಣೆ ಹಾಗೂ ನಿರುದ್ಯೋಗಿ ಯುವಕರಿಗೆ ನಿರುದ್ಯೋಗ ಭತ್ಯೆ ನೀಡುವುದರ ಮೂಲಕ ಎಲ್ಲರಿಗೂ ಆರ್ಥಿಕವಾಗಿ ಶಕ್ತಿ ತುಂಬಿದೆ. ಈ ಐದು ಗ್ಯಾರಂಟಿ ಯೋಜನೆಗಳು ಸಮಾಜದ ಕಟ್ಟಕಡೆಯ ಬಡವರಿಗೂ ತಲುಪಿಸುವಂತಹ ಕೆಲಸ ನಮ್ಮ ಸರ್ಕಾರದಿಂದಾಗಿದೆ. ಮುಖ್ಯಮಂತ್ರಿಗಳು ಐದು ಗ್ಯಾರಂಟಿ ಯೋಜನೆಗಳನ್ನು ಯಶಸ್ವಿಯಾಗಿ ಐದು ವರ್ಷಗಳ ಕಾಲವೂ ಜಾರಿ ಮಾಡುತ್ತಾರೆ ಎಂದು ಹೇಳಿದರು. ಕೊಪ್ಪಳ ಜಿಲ್ಲಾ ಗ್ಯಾರಂಟಿ ಯೋಜನೆಗಳ ಅನುಷ್ಠಾನ ಪ್ರಾಧಿಕಾರದ ಅಧ್ಯಕ್ಷರಾದ ರೆಡ್ಡಿ ಶ್ರೀನಿವಾಸ ಅವರು bbox=[17, 211, 305, 897]
ad-3-title: ಜಾಹೀರಾತುಗಳಿಗಾಗಿ ಸಂಪರ್ಕಿಸಿ bbox=[1249, 520, 1477, 548]
lead-col-2: ಮಾತನಾಡಿ, ರಾಜ್ಯ ಸರ್ಕಾರದ ಮಹತ್ವಾಕಾಂಕ್ಷಿಯ ಸಾಮಾಜಿಕ ಕಾರ್ಯಕ್ರಮವಾಗಿರುವ ಪಂಚ ಗ್ಯಾರಂಟಿ ಯೋಜನೆಗಳಲ್ಲಿ ಒಂದಾದ ಶಕ್ತಿ ಯೋಜನೆಯು ಜಾರಿಯಾಗಿ ಎರಡು ವರ್ಷಗಳನ್ನು ಪೂರೈಸಿದೆ. ಈ ಅವಧಿಯಲ್ಲಿ ರಾಜ್ಯದಲ್ಲಿ ಸುಮಾರು 500 ಕೋಟಿ ಮಹಿಳೆಯರು ಉಚಿತ ಬಸ್ ಪ್ರಯಾಣ ಸೌಲಭ್ಯವನ್ನು ಸದುಪಯೋಗ ಪಡಿಸಿಕೊಂಡಿದ್ದಾರೆ. ಬಹುಶ: ಇಂತಹ ಯೋಜನೆಯು ನಮ್ಮ ದೇಶದ ಯಾವ ರಾಜ್ಯದಲ್ಲಿಯೂ ಇಲ್ಲ. ಈ ಯೋಜನೆಯ ಮೂಲಕ ಬಹಳಷ್ಟು ಮಹಿಳೆಯರು ಸ್ವಾವಲಂಬಿಗಳಾಗಿದ್ದಾರೆ. ನಮ್ಮ ಸರ್ಕಾರಕ್ಕೆ ಮತ್ತು ನಾಡಿನ ಜನತೆಗೆ ಇದೊಂದು ದೊಡ್ಡ ಹೆಮ್ಮೆಯ ಸಂಗತಿಯಾಗಿದೆ. ಶಕ್ತಿ ಯೋಜನೆಯ ಈ ಕಾರ್ಯಕ್ರಮವನ್ನು ರಾಜ್ಯದ ಎಲ್ಲಾ ಜಿಲ್ಲಾ ಕೇಂದ್ರ ಮತ್ತು ತಾಲ್ಲೂಕು ಕೇಂದ್ರಗಳ ಬಸ್ ನಿಲ್ದಾಣದಲ್ಲಿ ಬಸ್‌ಗೆ ಪೂಜೆ ಮಾಡಿ, ಪ್ರಯಾಣಿಕರಿಗೆ ಸಿಹಿ ಹಂಚಿ ಸಂಭ್ರಮಾಚರಣೆ ಮಾಡಬೇಕೆಂದು bbox=[311, 518, 606, 764]
ad-office-address bbox=[1227, 308, 1499, 502]
children-photo-2 bbox=[351, 1655, 918, 1907]
lead-col-3: ನಿರ್ದೇಶನವಿರುವ ಹಿನ್ನೆಲೆಯಲ್ಲಿ ಇಂದು ಕೊಪ್ಪಳ ಜಿಲ್ಲಾ ಕೇಂದ್ರ ಬಸ್ ನಿಲ್ದಾಣದಲ್ಲಿಯೂ ಬಸ್‌ಗೆ ಪೂಜೆ ಸಲ್ಲಿಸಿ ಮತ್ತು ಮಹಿಳೆಯರಿಗೆ ಸಿಹಿ ಹಂಚಿ ಅಭಿನಂದಿಸಲಾಗಿದೆ ಎಂದರು. ಬಸ್‌ಗೆ ವಿಶೇಷ ಪೂಜೆ & ಪ್ರಯಾಣಿಕರಿಗೆ ಸಿಹಿ ಹಂಚಿಕೆ: ಶಕ್ತಿ ಯೋಜನೆಯಡಿ ರಾಜ್ಯದಲ್ಲಿ 500 ಕೋಟಿ ಮಹಿಳಾ ಪ್ರಯಾಣಿಕರು ಉಚಿತ ಟಿಕೆಟ್‌ಗಳನ್ನು ಪಡೆದು ಪ್ರಯಾಣಿಸಿರುವ ಹಿನ್ನೆಲೆಯಲ್ಲಿ ಕೊಪ್ಪಳ ಕೇಂದ್ರ ಬಸ್ ನಿಲ್ದಾಣದಲ್ಲಿ ಬಸ್‌ಗೆ ವಿಶೇಷ ಪೂಜೆ ಸಲ್ಲಿಸಿ, ಶಕ್ತಿ ಯೋಜನೆಯ ಲಾಭ ಪಡೆಯುತ್ತಿರುವ ಮಹಿಳಾ ಪ್ರಯಾಣಿಕರಿಗೆ ಸಿಹಿ ಹಂಚಿ ಗಣ್ಯರಿಂದ ಶುಭಹಾರೈಕೆಗಳನ್ನು ಕೋರಲಾಯಿತು. ಈ ಸಂದರ್ಭದಲ್ಲಿ ಕೊಪ್ಪಳ ನಗರಸಭೆ ಅಧ್ಯಕ್ಷರಾದ ಅಮ್ಜದ್ ಪಟೇಲ್, ಕೊಪ್ಪಳ ನಗರಾಭಿವೃದ್ಧಿ ಪ್ರಾಧಿಕಾರದ bbox=[614, 518, 913, 743]
notice-body: ನಾನು ಅಂದಾಜು 43 ವರ್ಷ, ಬಿ. ಜಗದೀಶ ಶ್ರೀ ಬಿ. ನಾರಾಯಣಪ್ಪ, ವ್ಯವಸಾಯ, ವಾರ್ಡ್ ನಂ. 5, 3 ನೇ ಮುಖ್ಯರಸ್ತೆ, ಇ.ಡಬ್ಲ್ಯೂ.ಎಸ್ ಕಾಲೋನಿ, ಹೊಸಪೇಟೆ ನಗರ, ವಿಜಯನಗರ ಜಿಲ್ಲೆ. ನನ್ನ ಪತ್ನಿಯಾದ ಶ್ರೀಮತಿ ರಾಜಿ ಬಿ. ರವರ ಹೆಸರು ಮತ್ತು ನನ್ನ ಹೆಸರಿನಲ್ಲಿ ಖರೀದಿಸಿದ್ದ ನಿವೇಶನದ ಮೂಲ ಕ್ರಯ ಪತ್ರವು ಕಳೆದು ಹೋಗಿರುತ್ತದೆ. ಹುಡುಕಿದರೂ ಸಿಕ್ಕಿರುವುದಿಲ್ಲ. ಯಾರಿಗಾದರೂ ಸಿಕ್ಕಿದ್ದಲ್ಲಿ ನನಗೆ ತಲುಪಿಸಿಕೊಡಲು ಕೋರುತ್ತೇನೆ. ಸದರಿ ಆಸ್ತಿಯ ಕ್ರಯ ಪತ್ರದ ನೋಂದಣಿ ದಿನಾಂಕ 06/08/2015 ದಸ್ತಾವೇಜು ಸಂಖ್ಯೆ ಇದಾಗಿರುತ್ತದೆ. ಸದರಿ ದಾಖಲೆಯ ಆಧಾರದ ಮೇಲೆ ಯಾವುದೇ ವ್ಯವಹಾರ ಮಾಡಿದರೆ ಅದಕ್ಕೆ ನಾನು ಜವಾಬ್ದಾರನಾಗಿರುವುದಿಲ್ಲ. ಈ ಪತ್ರಿಕಾ ಪ್ರಕಟಣೆಯ ಮೂಲಕ ತಿಳಿಯಪಡಿಸುತ್ತಿದ್ದೇನೆ. ಈ ಬಗ್ಗೆ ಯಾರಿಗಾದರೂ ಯಾವುದೇ ತಕರಾರು ಇದ್ದಲ್ಲಿ ಈ ಪ್ರಕಟಣೆ ಪ್ರಕಟಗೊಂಡ 7 ದಿನಗಳೊಳಗಾಗಿ ಸೂಕ್ತ ದಾಖಲೆಗಳೊಂದಿಗೆ ಸಂಪರ್ಕಿಸಬಹುದು. ನಂತರ ಬರುವ ಯಾವುದೇ ತಕರಾರುಗಳನ್ನು ಪರಿಗಣಿಸಲಾಗುವುದಿಲ್ಲ. ಅದರಂತೆ ಸದರಿ ಆಸ್ತಿಯ ಕ್ರಯ ಪತ್ರದ ದೃಢೀಕೃತ ನಕಲು ಪ್ರತಿಯನ್ನು ಪಡೆಯಲು ಉಪ ನೋಂದಣಾಧಿಕಾರಿಗಳ ಕಚೇರಿಗೆ ಅರ್ಜಿ ಸಲ್ಲಿಸಲಾಗಿದೆ. ಈ ಬಗ್ಗೆ ಹೊಸಪೇಟೆ ನಗರ ಪೊಲೀಸ್ ಠಾಣೆಯಲ್ಲಿ ದೂರು ದಾಖಲಿಸಲಾಗಿದೆ. ಅರಿಕೆದಾರ ನಾನು ಈ ಮೂಲಕ ಸಾರ್ವಜನಿಕ ಪ್ರಕಟಣೆ ನೀಡುತ್ತಿದ್ದೇನೆ. bbox=[1150, 1909, 1487, 2156]
masthead: ಹೊಸಪೇಟೆ ಟೈಮ್ಸ್ bbox=[648, 6, 866, 48]
ad-1-text: ಕನ್ನಡ ದಿನಪತ್ರಿಕೆ ಆನ್‌ಲೈನ್‌ನಲ್ಲಿ ಮನೆಯಲ್ಲೇ ಕುಳಿತು ಮೊಬೈಲ್‌ನಲ್ಲಿ 'ಹೊಸಪೇಟೆ ಟೈಮ್ಸ್' ಪತ್ರಿಕೆ ಓದಬಹುದು, ಓದುಗರು, ಪತ್ರಿಕೆ ಓದಲು ಗೂಗಲ್ ಅಥವಾ ಕ್ರೋಮ್‌ನಲ್ಲಿ bbox=[1248, 128, 1478, 212]
mahile-headline: ಮಹಿಳೆ ನಾಪತ್ತೆ: ಪತ್ತೆಗೆ ಮನವಿ bbox=[328, 2183, 918, 2217]
office-line-3: ಗುರು ಸಚ್ಚಿದಾನಂದ ಲೈನ್ bbox=[1303, 414, 1423, 431]
